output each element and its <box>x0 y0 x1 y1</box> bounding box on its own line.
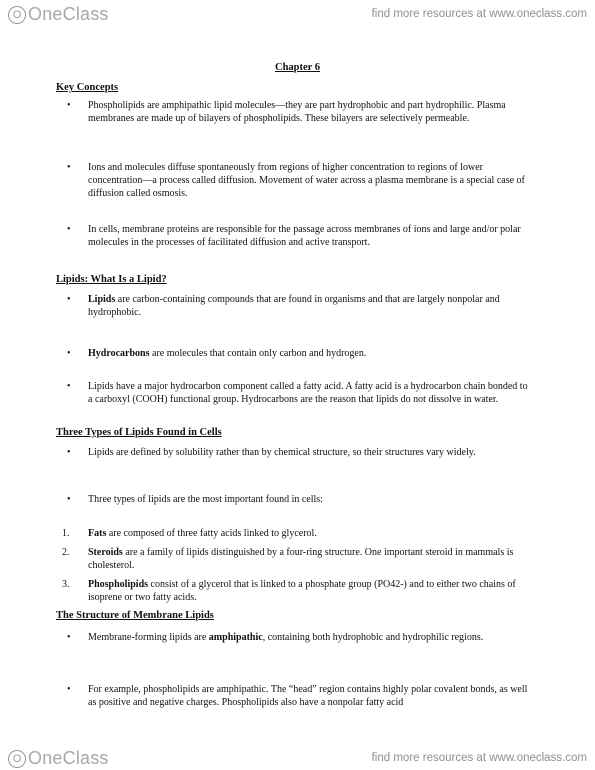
bullet-item <box>88 347 528 360</box>
oneclass-logo-icon: O <box>8 6 26 24</box>
oneclass-logo[interactable] <box>8 748 109 769</box>
item-text: are composed of three fatty acids linked to glycerol. <box>106 528 317 539</box>
bullet-item: • Ions and molecules diffuse spontaneously from regions of higher concentration to regions of lower concentration—a process called diffusion. Movement of water across a plasma membrane is a special case of diffusion called osmosis. <box>88 161 528 200</box>
section-title-lipids: Lipids: What Is a Lipid? <box>56 274 167 285</box>
bullet-item: • Phospholipids are amphipathic lipid molecules—they are part hydrophobic and part hydrophilic. Plasma membranes are made up of bilayers of phospholipids. These bilayers are selectively permeable. <box>88 99 528 125</box>
numbered-item-phospholipids <box>62 578 528 604</box>
bullet-item <box>88 293 528 319</box>
logo-text: OneClass <box>28 4 109 24</box>
oneclass-logo-icon: O <box>8 750 26 768</box>
section-title-three-types: Three Types of Lipids Found in Cells <box>56 427 222 438</box>
header-tagline-link[interactable]: find more resources at www.oneclass.com <box>371 8 587 20</box>
page-footer <box>0 746 595 770</box>
chapter-title: Chapter 6 <box>274 62 320 73</box>
bullet-text: , containing both hydrophobic and hydrophilic regions. <box>262 632 484 643</box>
logo-text: OneClass <box>28 748 109 768</box>
numbered-item-steroids <box>62 546 528 572</box>
numbered-item-fats <box>62 527 528 540</box>
item-text: consist of a glycerol that is linked to a phosphate group (PO42-) and to either two chains of isoprene or two fatty acids. <box>88 579 516 603</box>
item-number: 2. <box>62 547 70 558</box>
footer-tagline-link[interactable]: find more resources at www.oneclass.com <box>371 752 587 764</box>
item-number: 1. <box>62 528 70 539</box>
bullet-item: • Three types of lipids are the most important found in cells: <box>88 493 528 506</box>
item-number: 3. <box>62 579 70 590</box>
term-hydrocarbons: Hydrocarbons <box>88 348 150 359</box>
term-amphipathic: amphipathic <box>208 632 263 643</box>
bullet-item: • For example, phospholipids are amphipathic. The “head” region contains highly polar covalent bonds, as well as positive and negative charges. Phospholipids also have a nonpolar fatty acid <box>88 683 528 709</box>
bullet-text: are carbon-containing compounds that are found in organisms and that are largely nonpolar and hydrophobic. <box>88 294 500 318</box>
section-title-structure: The Structure of Membrane Lipids <box>56 610 214 621</box>
term-steroids: Steroids <box>88 547 123 558</box>
term-lipids: Lipids <box>88 294 116 305</box>
bullet-item: • In cells, membrane proteins are responsible for the passage across membranes of ions and large and/or polar molecules in the processes of facilitated diffusion and active transport. <box>88 223 528 249</box>
bullet-text: are molecules that contain only carbon and hydrogen. <box>149 348 367 359</box>
item-text: are a family of lipids distinguished by a four-ring structure. One important steroid in mammals is cholesterol. <box>88 547 514 571</box>
page-header <box>0 0 595 30</box>
oneclass-logo[interactable] <box>8 4 109 25</box>
bullet-item: • Lipids have a major hydrocarbon component called a fatty acid. A fatty acid is a hydrocarbon chain bonded to a carboxyl (COOH) functional group. Hydrocarbons are the reason that lipids do not dissolve in water. <box>88 380 528 406</box>
bullet-item <box>88 631 528 644</box>
bullet-item: • Lipids are defined by solubility rather than by chemical structure, so their structures vary widely. <box>88 446 528 459</box>
term-phospholipids: Phospholipids <box>88 579 149 590</box>
term-fats: Fats <box>88 528 107 539</box>
bullet-text: Membrane-forming lipids are <box>88 632 209 643</box>
section-title-key-concepts: Key Concepts <box>56 82 119 93</box>
